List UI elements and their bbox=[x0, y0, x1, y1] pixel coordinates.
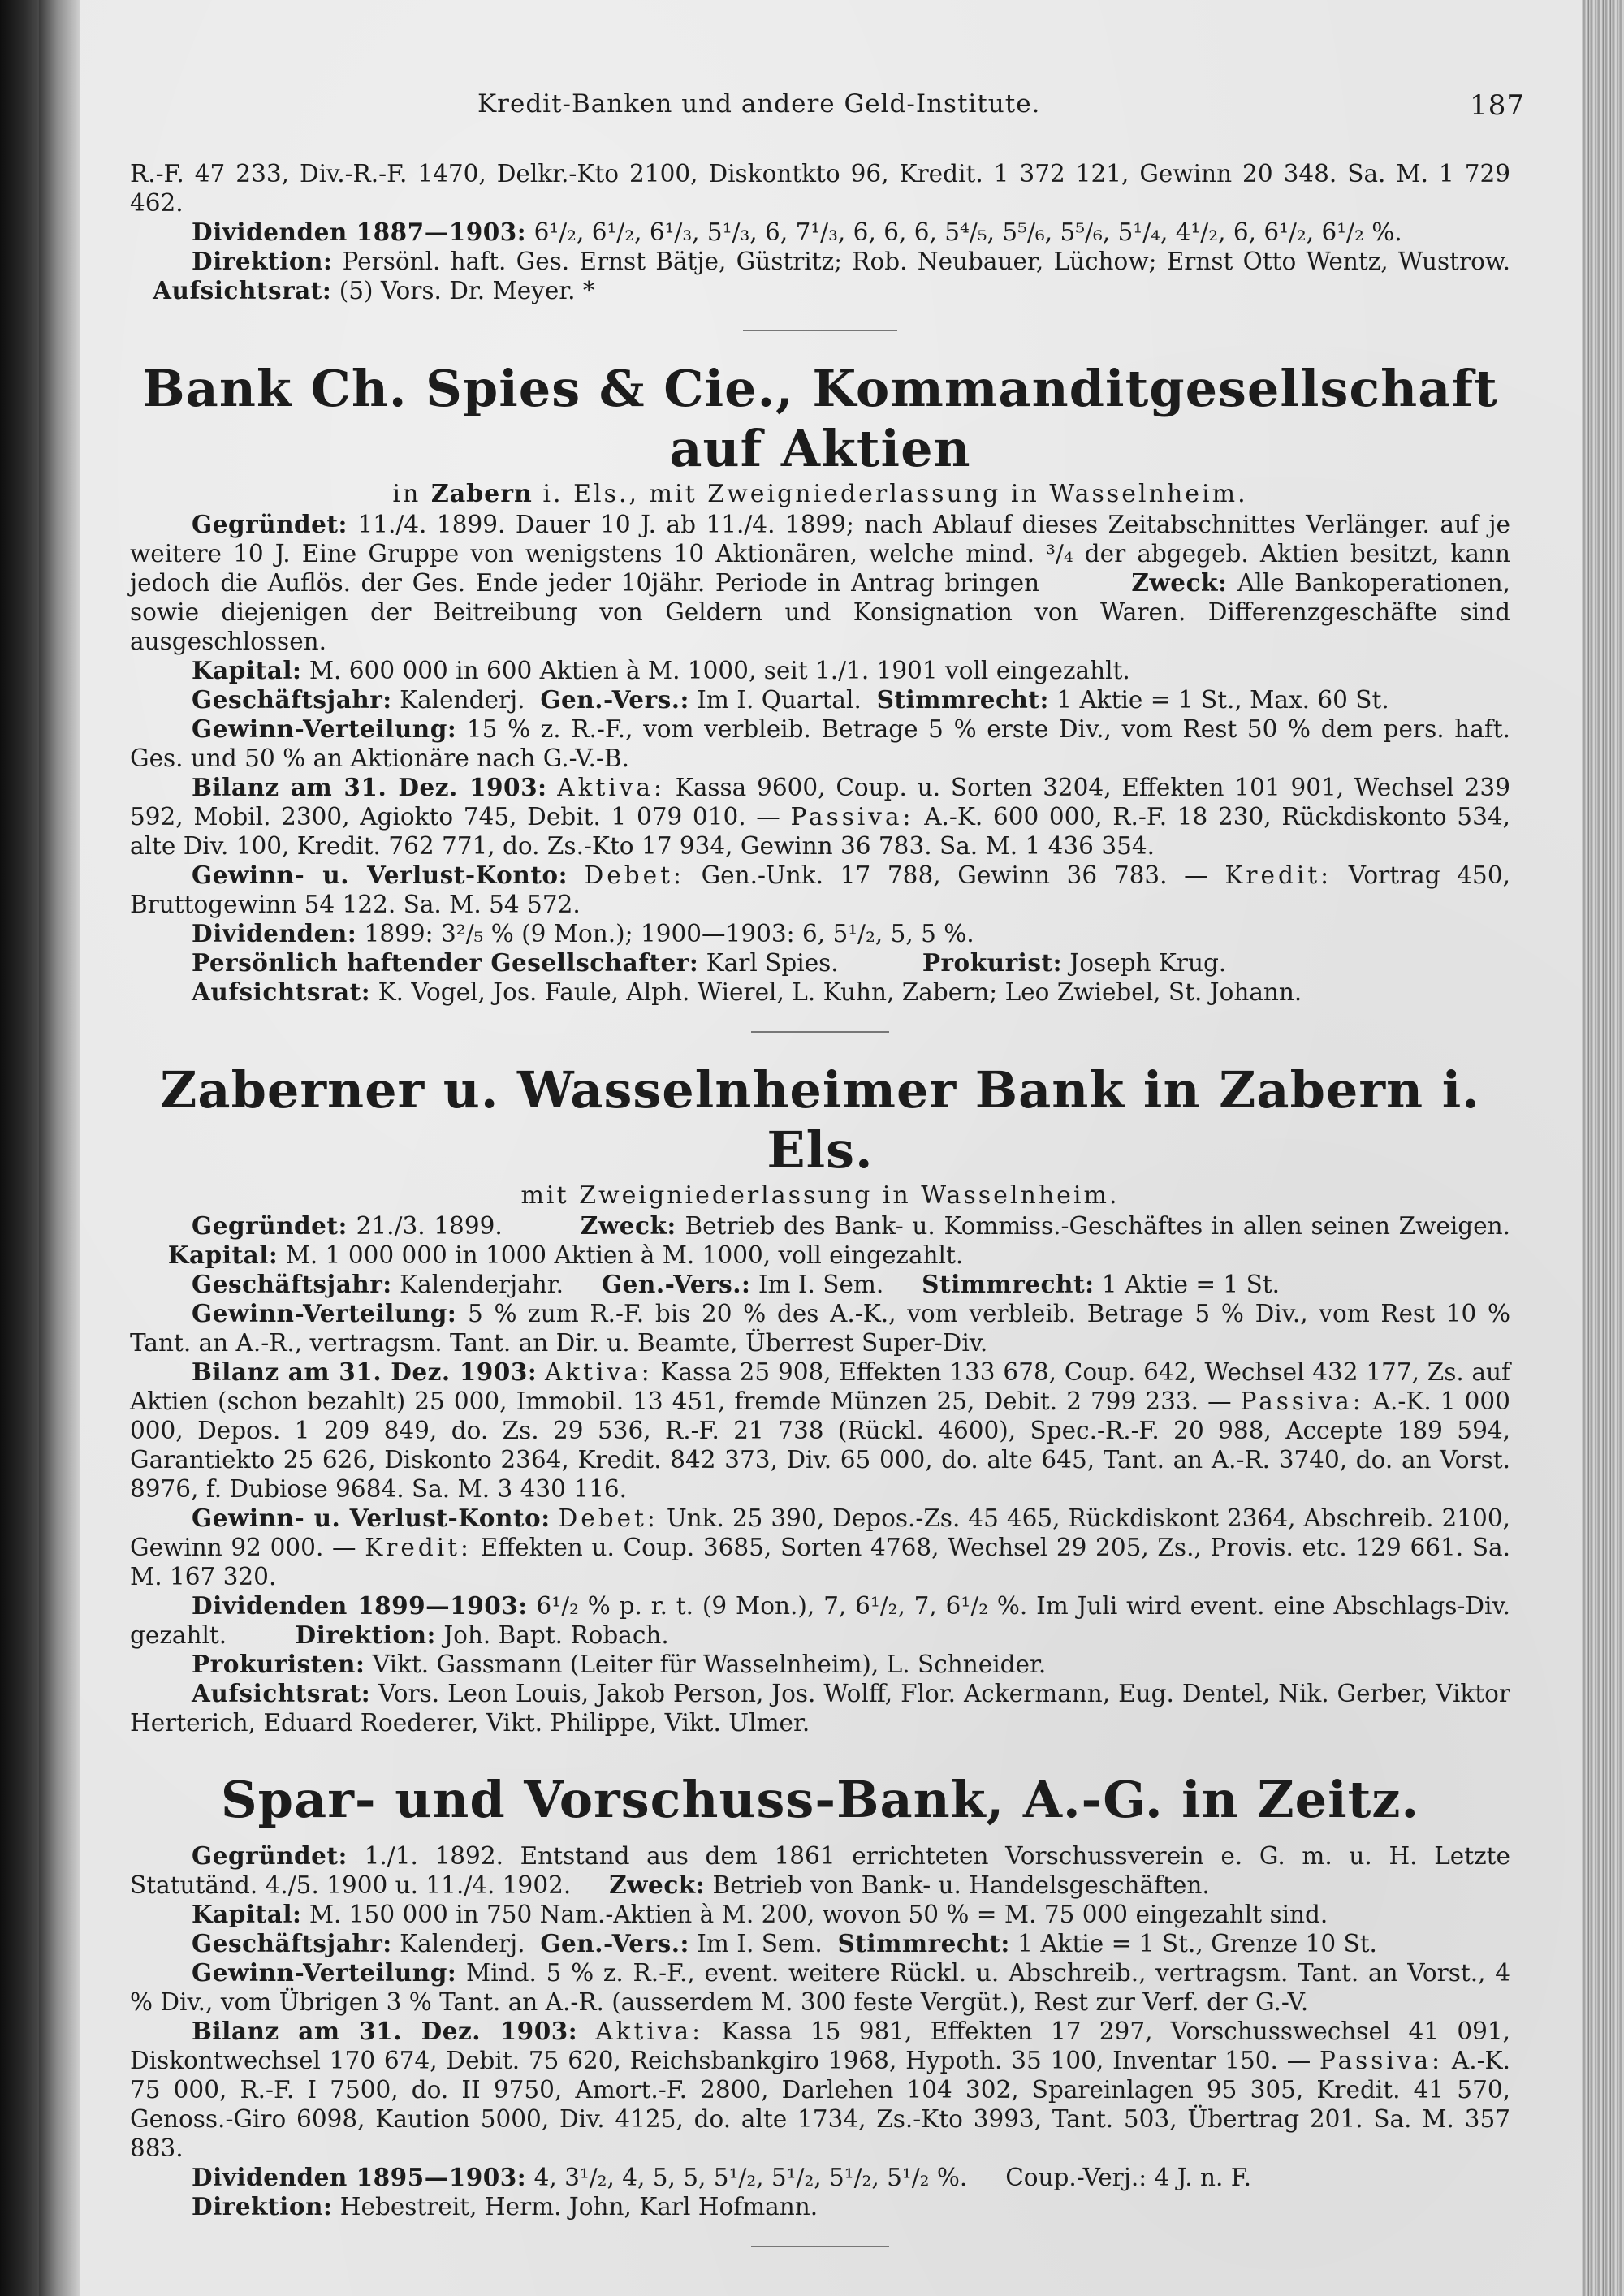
value: Vors. Leon Louis, Jakob Person, Jos. Wolff, Flor. Ackermann, Eug. Dentel, Nik. Gerber, Viktor Herterich, Eduard Roederer, Vikt. Philippe, Vikt. Ulmer. bbox=[130, 1680, 1510, 1737]
label: Bilanz am 31. Dez. 1903: bbox=[192, 773, 547, 801]
label: Aufsichtsrat: bbox=[192, 1679, 371, 1707]
kredit-label: Kredit: bbox=[365, 1534, 472, 1561]
entry-spar-vorschuss-bank bbox=[130, 1770, 1510, 2221]
label: Gegründet: bbox=[192, 510, 348, 538]
label: Gewinn- u. Verlust-Konto: bbox=[192, 1504, 551, 1532]
aktiva-label: Aktiva: bbox=[595, 2018, 704, 2045]
book-page bbox=[80, 0, 1582, 2296]
label: Stimmrecht: bbox=[876, 685, 1049, 714]
value: Joseph Krug. bbox=[1069, 949, 1227, 977]
label: Geschäftsjahr: bbox=[192, 1270, 392, 1298]
procurists-line bbox=[130, 1650, 1510, 1679]
entry-bank-spies bbox=[130, 359, 1510, 1007]
label: Gewinn-Verteilung: bbox=[192, 1958, 457, 1987]
value: 1 Aktie = 1 St. bbox=[1101, 1271, 1281, 1298]
previous-entry bbox=[130, 159, 1510, 305]
label: Kapital: bbox=[167, 1241, 279, 1269]
scan-left-edge bbox=[0, 0, 39, 2296]
passiva-label: Passiva: bbox=[790, 803, 914, 831]
label: Stimmrecht: bbox=[837, 1929, 1010, 1957]
value: (5) Vors. Dr. Meyer. * bbox=[339, 277, 595, 304]
label: Bilanz am 31. Dez. 1903: bbox=[192, 2017, 578, 2045]
profit-distribution bbox=[130, 1299, 1510, 1357]
value: Kalenderjahr. bbox=[400, 1271, 564, 1298]
profit-distribution bbox=[130, 714, 1510, 773]
profit-distribution bbox=[130, 1958, 1510, 2017]
label: Stimmrecht: bbox=[922, 1270, 1095, 1298]
value: A.-K. 75 000, R.-F. I 7500, do. II 9750, Amort.-F. 2800, Darlehen 104 302, Spareinlagen 95 305, Kredit. 41 570, Genoss.-Giro 6098, Kaution 5000, Div. 4125, do. alte 1734, Zs.-Kto 3993, Tant. 503, Übertrag 201. Sa. M. 357 883. bbox=[130, 2047, 1510, 2162]
label: Geschäftsjahr: bbox=[192, 1929, 392, 1957]
entry-subtitle: mit Zweigniederlassung in Wasselnheim. bbox=[520, 1181, 1120, 1210]
entry-title: Zaberner u. Wasselnheimer Bank in Zabern i. Els. bbox=[160, 1060, 1480, 1180]
label: Dividenden 1899—1903: bbox=[192, 1591, 528, 1620]
value: Kassa 25 908, Effekten 133 678, Coup. 642, Wechsel 432 177, Zs. auf Aktien (schon bezahlt) 25 000, Immobil. 13 451, fremde Münzen 25, Debit. 2 799 233. — bbox=[130, 1358, 1510, 1415]
label: Gegründet: bbox=[192, 1841, 348, 1870]
value: Alle Bankoperationen, sowie diejenigen der Beitreibung von Geldern und Konsignation von Waren. Differenzgeschäfte sind ausgeschlossen. bbox=[130, 569, 1510, 655]
prev-board bbox=[130, 247, 1510, 305]
value: Betrieb von Bank- u. Handelsgeschäften. bbox=[712, 1871, 1210, 1899]
fiscal-line bbox=[130, 1270, 1510, 1299]
entry-title: Bank Ch. Spies & Cie., Kommanditgesellschaft auf Aktien bbox=[142, 359, 1498, 478]
value: Karl Spies. bbox=[706, 949, 839, 977]
dividends-line bbox=[130, 1591, 1510, 1650]
coupon-expiry: Coup.-Verj.: 4 J. n. F. bbox=[1005, 2164, 1252, 2191]
capital-line bbox=[130, 656, 1510, 685]
label: Zweck: bbox=[609, 1871, 706, 1899]
board-line bbox=[130, 2192, 1510, 2221]
entry-title: Spar- und Vorschuss-Bank, A.-G. in Zeitz. bbox=[220, 1770, 1420, 1829]
value: Kassa 15 981, Effekten 17 297, Vorschusswechsel 41 091, Diskontwechsel 170 674, Debit. 75 620, Reichsbankgiro 1968, Hypoth. 35 100, Inventar 150. — bbox=[130, 2018, 1510, 2074]
value: Im I. Sem. bbox=[758, 1271, 884, 1298]
balance-sheet bbox=[130, 2017, 1510, 2163]
label: Gegründet: bbox=[192, 1211, 348, 1240]
supervisory-board bbox=[130, 978, 1510, 1007]
page-body bbox=[130, 159, 1510, 2275]
value: Mind. 5 % z. R.-F., event. weitere Rückl. u. Abschreib., vertragsm. Tant. an Vorst., 4 % Div., vom Übrigen 3 % Tant. an A.-R. (ausserdem M. 300 feste Vergüt.), Rest zur Verf. der G.-V. bbox=[130, 1959, 1510, 2016]
label: Persönlich haftender Gesellschafter: bbox=[192, 948, 699, 977]
label: Gewinn-Verteilung: bbox=[192, 714, 457, 743]
running-title: Kredit-Banken und andere Geld-Institute. bbox=[477, 89, 1041, 119]
label: Bilanz am 31. Dez. 1903: bbox=[192, 1357, 538, 1386]
value: Effekten u. Coup. 3685, Sorten 4768, Wechsel 29 205, Zs., Provis. etc. 129 661. Sa. M. 167 320. bbox=[130, 1534, 1510, 1590]
value: M. 150 000 in 750 Nam.-Aktien à M. 200, wovon 50 % = M. 75 000 eingezahlt sind. bbox=[309, 1901, 1328, 1928]
label: Gewinn- u. Verlust-Konto: bbox=[192, 861, 568, 889]
value: 6¹/₂ % p. r. t. (9 Mon.), 7, 6¹/₂, 7, 6¹/₂ %. Im Juli wird event. eine Abschlags-Div. gezahlt. bbox=[130, 1592, 1510, 1649]
founded-paragraph bbox=[130, 510, 1510, 656]
value: Im I. Quartal. bbox=[697, 686, 862, 714]
label: Aufsichtsrat: bbox=[153, 276, 332, 304]
label: Gen.-Vers.: bbox=[601, 1270, 751, 1298]
label: Gen.-Vers.: bbox=[540, 1929, 689, 1957]
prev-balance-line: R.-F. 47 233, Div.-R.-F. 1470, Delkr.-Kto 2100, Diskontkto 96, Kredit. 1 372 121, Gewinn 20 348. Sa. M. 1 729 462. bbox=[130, 160, 1510, 217]
value: Unk. 25 390, Depos.-Zs. 45 465, Rückdiskont 2364, Abschreib. 2100, Gewinn 92 000. — bbox=[130, 1504, 1510, 1561]
value: A.-K. 600 000, R.-F. 18 230, Rückdiskonto 534, alte Div. 100, Kredit. 762 771, do. Zs.-Kto 17 934, Gewinn 36 783. Sa. M. 1 436 354. bbox=[130, 803, 1510, 860]
kredit-label: Kredit: bbox=[1224, 861, 1332, 889]
value: M. 600 000 in 600 Aktien à M. 1000, seit 1./1. 1901 voll eingezahlt. bbox=[309, 657, 1130, 684]
value: Hebestreit, Herm. John, Karl Hofmann. bbox=[339, 2193, 818, 2220]
aktiva-label: Aktiva: bbox=[557, 774, 665, 801]
partner-line bbox=[130, 948, 1510, 978]
fiscal-line bbox=[130, 685, 1510, 714]
value: Persönl. haft. Ges. Ernst Bätje, Güstritz; Rob. Neubauer, Lüchow; Ernst Otto Wentz, Wustrow. bbox=[342, 248, 1510, 275]
label: Direktion: bbox=[295, 1621, 436, 1649]
value: M. 1 000 000 in 1000 Aktien à M. 1000, voll eingezahlt. bbox=[285, 1241, 964, 1269]
separator-rule bbox=[743, 330, 897, 331]
passiva-label: Passiva: bbox=[1240, 1388, 1364, 1415]
value: 4, 3¹/₂, 4, 5, 5, 5¹/₂, 5¹/₂, 5¹/₂, 5¹/₂ %. bbox=[533, 2164, 968, 2191]
value: Im I. Sem. bbox=[697, 1930, 823, 1957]
label: Dividenden: bbox=[192, 919, 357, 947]
value: A.-K. 1 000 000, Depos. 1 209 849, do. Zs. 29 536, R.-F. 21 738 (Rückl. 4600), Spec.-R.-F. 20 988, Accepte 189 594, Garantiekto 25 626, Diskonto 2364, Kredit. 842 373, Div. 65 000, do. alte 645, Tant. an A.-R. 3740, do. an Vorst. 8976, f. Dubiose 9684. Sa. M. 3 430 116. bbox=[130, 1388, 1510, 1503]
value: 21./3. 1899. bbox=[356, 1212, 503, 1240]
fiscal-line bbox=[130, 1929, 1510, 1958]
page-number: 187 bbox=[1470, 89, 1525, 122]
founded-paragraph bbox=[130, 1211, 1510, 1270]
founded-paragraph bbox=[130, 1841, 1510, 1900]
label: Zweck: bbox=[1131, 568, 1228, 597]
label: Dividenden 1895—1903: bbox=[192, 2163, 527, 2191]
aktiva-label: Aktiva: bbox=[545, 1358, 653, 1386]
page-stack-edge bbox=[1582, 0, 1624, 2296]
value: 1 Aktie = 1 St., Grenze 10 St. bbox=[1017, 1930, 1377, 1957]
subtitle-post: i. Els., mit Zweigniederlassung in Wasselnheim. bbox=[542, 480, 1248, 508]
entry-subtitle bbox=[130, 479, 1510, 510]
label: Dividenden 1887—1903: bbox=[192, 218, 527, 246]
value: 15 % z. R.-F., vom verbleib. Betrage 5 % erste Div., vom Rest 50 % dem pers. haft. Ges. und 50 % an Aktionäre nach G.-V.-B. bbox=[130, 715, 1510, 772]
label: Geschäftsjahr: bbox=[192, 685, 392, 714]
prev-dividends bbox=[130, 218, 1510, 247]
value: K. Vogel, Jos. Faule, Alph. Wierel, L. Kuhn, Zabern; Leo Zwiebel, St. Johann. bbox=[378, 978, 1302, 1006]
entry-zaberner-bank bbox=[130, 1060, 1510, 1737]
value: 6¹/₂, 6¹/₂, 6¹/₃, 5¹/₃, 6, 7¹/₃, 6, 6, 6, 5⁴/₅, 5⁵/₆, 5⁵/₆, 5¹/₄, 4¹/₂, 6, 6¹/₂, 6¹/₂ %. bbox=[533, 218, 1402, 246]
separator-rule bbox=[751, 2246, 889, 2247]
label: Zweck: bbox=[580, 1211, 676, 1240]
value: Kalenderj. bbox=[400, 686, 525, 714]
label: Direktion: bbox=[192, 247, 333, 275]
value: Vikt. Gassmann (Leiter für Wasselnheim), L. Schneider. bbox=[372, 1651, 1047, 1678]
label: Aufsichtsrat: bbox=[192, 978, 371, 1006]
label: Kapital: bbox=[192, 1900, 302, 1928]
label: Gen.-Vers.: bbox=[540, 685, 689, 714]
supervisory-board bbox=[130, 1679, 1510, 1737]
value: 1 Aktie = 1 St., Max. 60 St. bbox=[1056, 686, 1389, 714]
value: Joh. Bapt. Robach. bbox=[443, 1621, 669, 1649]
balance-sheet bbox=[130, 773, 1510, 861]
label: Prokuristen: bbox=[192, 1650, 365, 1678]
label: Kapital: bbox=[192, 656, 302, 684]
capital-line bbox=[130, 1900, 1510, 1929]
passiva-label: Passiva: bbox=[1320, 2047, 1444, 2074]
debet-label: Debet: bbox=[584, 861, 685, 889]
separator-rule bbox=[751, 1031, 889, 1033]
subtitle-pre: in bbox=[392, 480, 421, 508]
spacer bbox=[130, 1737, 1510, 1770]
label: Gewinn-Verteilung: bbox=[192, 1299, 457, 1327]
value: Gen.-Unk. 17 788, Gewinn 36 783. — bbox=[701, 861, 1208, 889]
value: 5 % zum R.-F. bis 20 % des A.-K., vom verbleib. Betrage 5 % Div., vom Rest 10 % Tant. an A.-R., vertragsm. Tant. an Dir. u. Beamte, Überrest Super-Div. bbox=[130, 1300, 1510, 1357]
value: Betrieb des Bank- u. Kommiss.-Geschäftes in allen seinen Zweigen. bbox=[685, 1212, 1510, 1240]
balance-sheet bbox=[130, 1357, 1510, 1504]
label: Direktion: bbox=[192, 2192, 333, 2220]
debet-label: Debet: bbox=[558, 1504, 659, 1532]
profit-loss-account bbox=[130, 861, 1510, 919]
dividends-line bbox=[130, 2163, 1510, 2192]
profit-loss-account bbox=[130, 1504, 1510, 1591]
value: Vortrag 450, Bruttogewinn 54 122. Sa. M. 54 572. bbox=[130, 861, 1510, 918]
label: Prokurist: bbox=[922, 948, 1062, 977]
dividends-line bbox=[130, 919, 1510, 948]
value: Kassa 9600, Coup. u. Sorten 3204, Effekten 101 901, Wechsel 239 592, Mobil. 2300, Agiokto 745, Debit. 1 079 010. — bbox=[130, 774, 1510, 831]
value: 1./1. 1892. Entstand aus dem 1861 errichteten Vorschussverein e. G. m. u. H. Letzte Statutänd. 4./5. 1900 u. 11./4. 1902. bbox=[130, 1842, 1510, 1899]
value: 1899: 3²/₅ % (9 Mon.); 1900—1903: 6, 5¹/₂, 5, 5 %. bbox=[364, 920, 974, 947]
subtitle-location: Zabern bbox=[430, 480, 533, 508]
scan-page-gutter bbox=[39, 0, 80, 2296]
value: Kalenderj. bbox=[400, 1930, 525, 1957]
value: 11./4. 1899. Dauer 10 J. ab 11./4. 1899; nach Ablauf dieses Zeitabschnittes Verlänger. auf je weitere 10 J. Eine Gruppe von wenigstens 10 Aktionären, welche mind. ³/₄ der abgegeb. Aktien besitzt, kann jedoch die Auflös. der Ges. Ende jeder 10jähr. Periode in Antrag bringen bbox=[130, 511, 1510, 597]
